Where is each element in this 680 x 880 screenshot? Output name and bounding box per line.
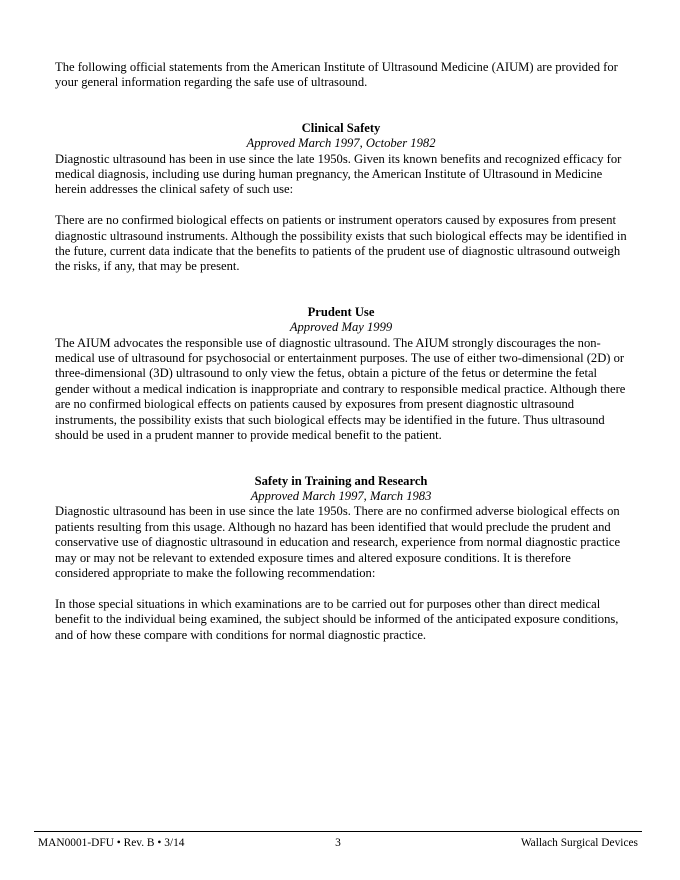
section-clinical-safety	[55, 121, 627, 275]
footer-divider	[34, 831, 642, 832]
intro-paragraph: The following official statements from the American Institute of Ultrasound Medicine (AIUM) are provided for your general information regarding the safe use of ultrasound.	[55, 60, 618, 90]
paragraph-spacer	[55, 581, 627, 596]
section-paragraph: Diagnostic ultrasound has been in use since the late 1950s. Given its known benefits and recognized efficacy for medical diagnosis, including use during human pregnancy, the American Institute of Ultrasound in Medicine herein addresses the clinical safety of such use:	[55, 151, 622, 197]
section-approval-date: Approved March 1997, March 1983	[250, 488, 432, 503]
section-paragraph: The AIUM advocates the responsible use of diagnostic ultrasound. The AIUM strongly discourages the non-medical use of ultrasound for psychosocial or entertainment purposes. The use of either two-dimensional (2D) or three-dimensional (3D) ultrasound to only view the fetus, obtain a picture of the fetus or determine the fetal gender without a medical indication is inappropriate and contrary to responsible medical practice. Although there are no confirmed biological effects on patients caused by exposures from present diagnostic ultrasound instruments, the possibility exists that such biological effects may be identified in the future. Thus ultrasound should be used in a prudent manner to provide medical benefit to the patient.	[55, 335, 626, 443]
section-paragraph: In those special situations in which examinations are to be carried out for purposes other than direct medical benefit to the individual being examined, the subject should be informed of the anticipated exposure conditions, and of how these compare with conditions for normal diagnostic practice.	[55, 596, 619, 642]
section-approval-date: Approved March 1997, October 1982	[246, 136, 436, 151]
section-approval-date: Approved May 1999	[289, 320, 393, 335]
footer-company-name: Wallach Surgical Devices	[520, 837, 638, 849]
section-prudent-use	[55, 305, 627, 444]
document-body	[55, 60, 627, 673]
footer-document-id: MAN0001-DFU • Rev. B • 3/14	[38, 837, 185, 849]
section-title: Prudent Use	[307, 304, 375, 319]
footer-page-number: 3	[335, 837, 341, 849]
section-paragraph: Diagnostic ultrasound has been in use since the late 1950s. There are no confirmed adverse biological effects on patients resulting from this usage. Although no hazard has been identified that would preclude the prudent and conservative use of diagnostic ultrasound in education and research, experience from normal diagnostic practice may or may not be relevant to extended exposure times and altered exposure conditions. It is therefore considered appropriate to make the following recommendation:	[55, 504, 621, 580]
section-paragraph: There are no confirmed biological effects on patients or instrument operators caused by exposures from present diagnostic ultrasound instruments. Although the possibility exists that such biological effects may be identified in the future, current data indicate that the benefits to patients of the prudent use of diagnostic ultrasound outweigh the risks, if any, that may be present.	[55, 213, 627, 274]
section-title: Clinical Safety	[301, 120, 381, 135]
section-title: Safety in Training and Research	[254, 473, 428, 488]
paragraph-spacer	[55, 198, 627, 213]
section-safety-training-research	[55, 474, 627, 643]
page-footer	[38, 836, 638, 850]
